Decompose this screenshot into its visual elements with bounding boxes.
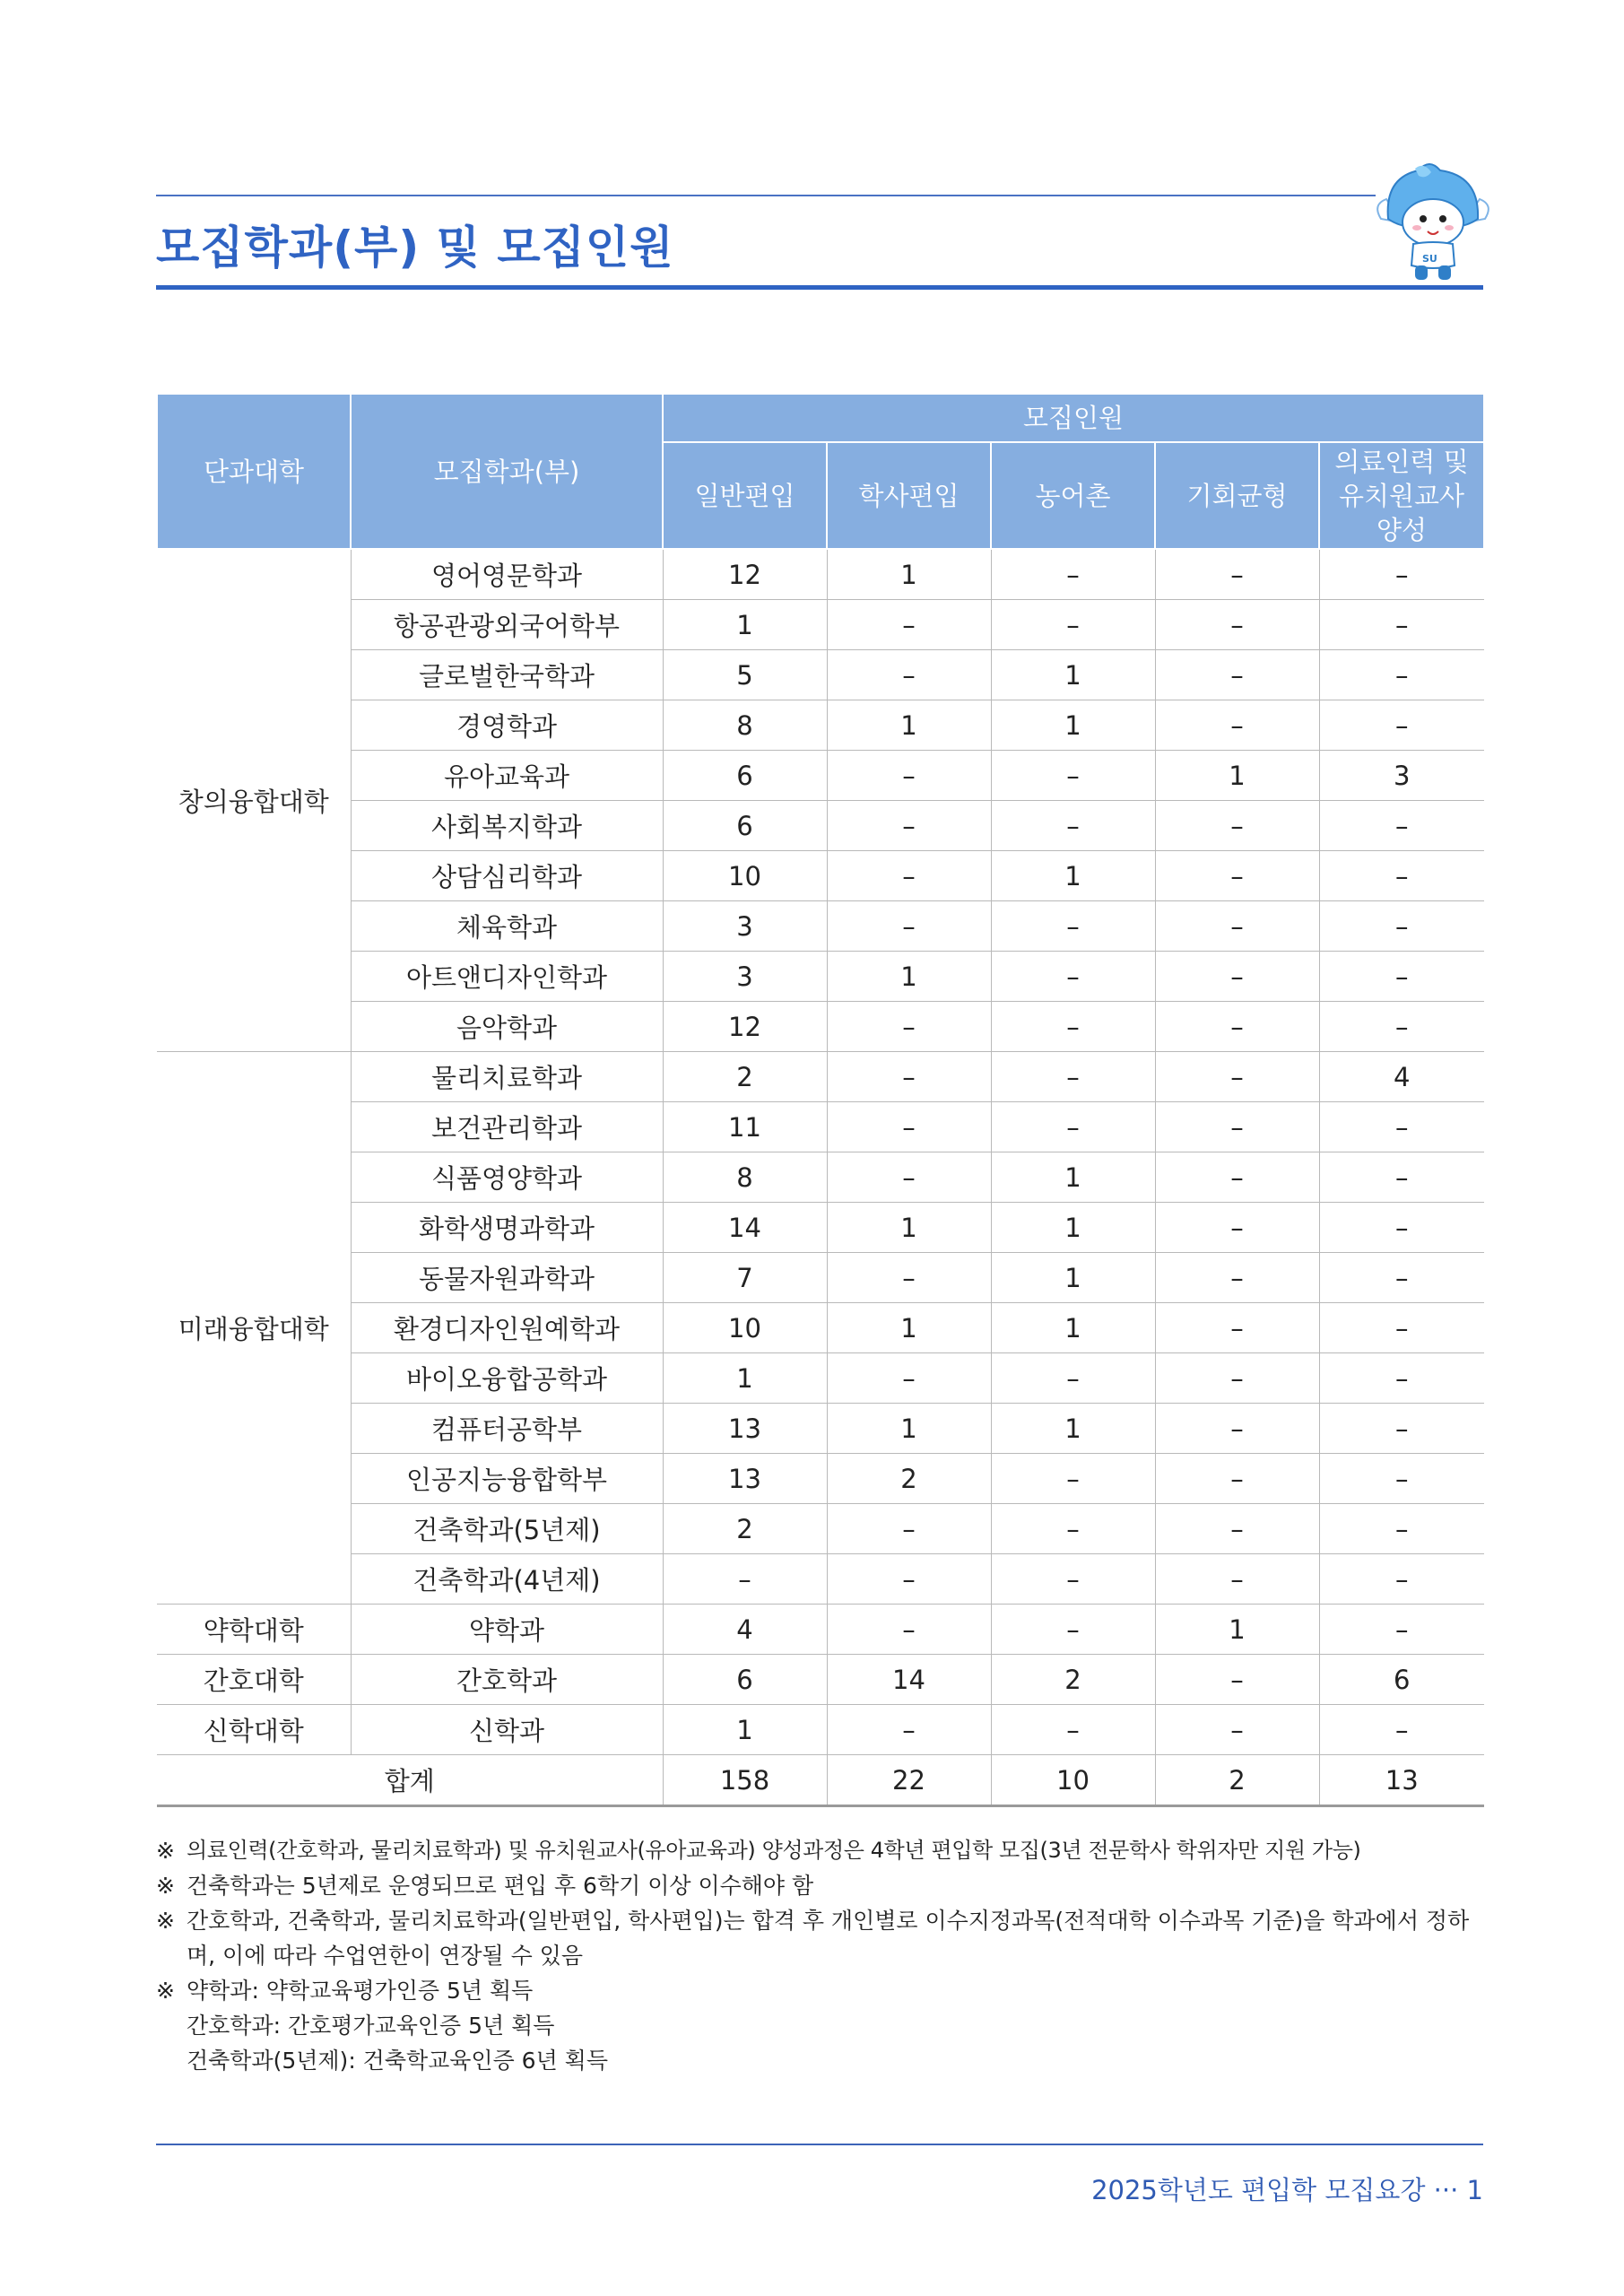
count-cell: – — [1155, 1655, 1319, 1705]
note-mark: ※ — [156, 1908, 175, 1934]
table-row — [157, 1655, 1484, 1705]
department-cell: 인공지능융합학부 — [351, 1454, 663, 1504]
note-1 — [156, 1833, 1483, 1868]
note-2 — [156, 1868, 1483, 1903]
department-cell: 화학생명과학과 — [351, 1203, 663, 1253]
count-cell: – — [991, 1554, 1155, 1605]
count-cell: 8 — [663, 700, 827, 751]
note-text: 건축학과(5년제): 건축학교육인증 6년 획득 — [187, 2048, 608, 2074]
count-cell: – — [827, 1253, 991, 1303]
count-cell: – — [991, 751, 1155, 801]
count-cell: – — [1319, 1554, 1484, 1605]
table-row — [157, 650, 1484, 700]
count-cell: 14 — [663, 1203, 827, 1253]
col-header-medical-line2: 유치원교사 — [1338, 480, 1465, 511]
table-row — [157, 1705, 1484, 1755]
note-4 — [156, 1973, 1483, 2008]
note-mark: ※ — [156, 1978, 175, 2004]
count-cell: – — [827, 600, 991, 650]
count-cell: 4 — [663, 1605, 827, 1655]
count-cell: – — [827, 1152, 991, 1203]
col-header-medical-line1: 의료인력 및 — [1334, 446, 1469, 477]
table-row — [157, 1002, 1484, 1052]
table-row — [157, 1353, 1484, 1404]
note-3 — [156, 1903, 1483, 1973]
count-cell: – — [1319, 600, 1484, 650]
count-cell: – — [1319, 1203, 1484, 1253]
mascot-image — [1374, 160, 1492, 285]
count-cell: 12 — [663, 549, 827, 600]
count-cell: – — [1319, 901, 1484, 952]
department-cell: 식품영양학과 — [351, 1152, 663, 1203]
count-cell: – — [827, 1002, 991, 1052]
col-header-bachelor: 학사편입 — [827, 442, 991, 549]
count-cell: – — [1319, 801, 1484, 851]
department-cell: 항공관광외국어학부 — [351, 600, 663, 650]
count-cell: – — [991, 600, 1155, 650]
count-cell: – — [1155, 549, 1319, 600]
count-cell: 1 — [827, 952, 991, 1002]
count-cell: – — [991, 1002, 1155, 1052]
count-cell: 12 — [663, 1002, 827, 1052]
col-header-department: 모집학과(부) — [351, 394, 663, 549]
count-cell: – — [827, 1353, 991, 1404]
table-row — [157, 700, 1484, 751]
note-4-sub-2 — [156, 2043, 1483, 2078]
count-cell: 1 — [827, 549, 991, 600]
count-cell: 1 — [991, 1253, 1155, 1303]
department-cell: 동물자원과학과 — [351, 1253, 663, 1303]
college-cell: 창의융합대학 — [157, 549, 351, 1052]
count-cell: – — [991, 1504, 1155, 1554]
col-header-medical-line3: 양성 — [1376, 514, 1428, 545]
count-cell: 1 — [991, 1152, 1155, 1203]
table-row — [157, 1605, 1484, 1655]
department-cell: 건축학과(5년제) — [351, 1504, 663, 1554]
count-cell: – — [1155, 1152, 1319, 1203]
count-cell: – — [1155, 1705, 1319, 1755]
count-cell: – — [1155, 1404, 1319, 1454]
department-cell: 상담심리학과 — [351, 851, 663, 901]
count-cell: 1 — [991, 1404, 1155, 1454]
count-cell: 14 — [827, 1655, 991, 1705]
count-cell: 11 — [663, 1102, 827, 1152]
college-cell: 미래융합대학 — [157, 1052, 351, 1605]
table-row — [157, 1052, 1484, 1102]
count-cell: 7 — [663, 1253, 827, 1303]
note-mark: ※ — [156, 1838, 175, 1864]
count-cell: – — [1319, 1152, 1484, 1203]
count-cell: 1 — [827, 1303, 991, 1353]
count-cell: – — [1155, 700, 1319, 751]
department-cell: 사회복지학과 — [351, 801, 663, 851]
count-cell: – — [1319, 1002, 1484, 1052]
count-cell: – — [991, 1605, 1155, 1655]
count-cell: 13 — [663, 1454, 827, 1504]
note-text: 의료인력(간호학과, 물리치료학과) 및 유치원교사(유아교육과) 양성과정은 4학년 편입학 모집(3년 전문학사 학위자만 지원 가능) — [187, 1838, 1361, 1863]
table-row — [157, 1102, 1484, 1152]
count-cell: 10 — [663, 851, 827, 901]
count-cell: 8 — [663, 1152, 827, 1203]
department-cell: 물리치료학과 — [351, 1052, 663, 1102]
count-cell: – — [1155, 1554, 1319, 1605]
count-cell: – — [991, 549, 1155, 600]
note-4-sub-1 — [156, 2008, 1483, 2043]
col-header-rural: 농어촌 — [991, 442, 1155, 549]
count-cell: – — [1319, 1253, 1484, 1303]
count-cell: – — [1155, 1102, 1319, 1152]
department-cell: 유아교육과 — [351, 751, 663, 801]
count-cell: – — [1155, 1353, 1319, 1404]
count-cell: 1 — [991, 700, 1155, 751]
count-cell: – — [991, 801, 1155, 851]
count-cell: – — [1155, 851, 1319, 901]
total-cell: 13 — [1319, 1755, 1484, 1806]
count-cell: – — [1319, 1454, 1484, 1504]
count-cell: – — [1319, 952, 1484, 1002]
recruitment-table — [156, 393, 1485, 1807]
department-cell: 컴퓨터공학부 — [351, 1404, 663, 1454]
table-row — [157, 600, 1484, 650]
count-cell: – — [1319, 1605, 1484, 1655]
count-cell: 1 — [1155, 1605, 1319, 1655]
count-cell: 5 — [663, 650, 827, 700]
note-text: 약학과: 약학교육평가인증 5년 획득 — [187, 1978, 534, 2004]
col-header-medical-teacher — [1319, 442, 1484, 549]
count-cell: – — [663, 1554, 827, 1605]
count-cell: – — [991, 1705, 1155, 1755]
count-cell: 3 — [663, 901, 827, 952]
department-cell: 약학과 — [351, 1605, 663, 1655]
table-row — [157, 1454, 1484, 1504]
table-row — [157, 1253, 1484, 1303]
note-text: 간호학과, 건축학과, 물리치료학과(일반편입, 학사편입)는 합격 후 개인별로 이수지정과목(전적대학 이수과목 기준)을 학과에서 정하며, 이에 따라 수업연한이 연장될 수 있음 — [187, 1908, 1470, 1969]
count-cell: – — [991, 1102, 1155, 1152]
count-cell: – — [1155, 952, 1319, 1002]
count-cell: – — [1319, 1102, 1484, 1152]
notes — [156, 1833, 1483, 2078]
total-cell: 158 — [663, 1755, 827, 1806]
top-rule — [156, 195, 1376, 196]
department-cell: 아트앤디자인학과 — [351, 952, 663, 1002]
table-row — [157, 1554, 1484, 1605]
department-cell: 바이오융합공학과 — [351, 1353, 663, 1404]
college-cell: 간호대학 — [157, 1655, 351, 1705]
title-rule — [156, 285, 1483, 290]
college-cell: 신학대학 — [157, 1705, 351, 1755]
count-cell: – — [1319, 1353, 1484, 1404]
count-cell: 2 — [663, 1504, 827, 1554]
total-row — [157, 1755, 1484, 1806]
count-cell: – — [1319, 1303, 1484, 1353]
count-cell: – — [827, 1605, 991, 1655]
count-cell: 4 — [1319, 1052, 1484, 1102]
col-header-general: 일반편입 — [663, 442, 827, 549]
table-row — [157, 1404, 1484, 1454]
mascot-badge: SU — [1422, 253, 1437, 265]
total-cell: 10 — [991, 1755, 1155, 1806]
count-cell: – — [827, 751, 991, 801]
table-row — [157, 1203, 1484, 1253]
count-cell: – — [1155, 1454, 1319, 1504]
table-row — [157, 851, 1484, 901]
table-row — [157, 801, 1484, 851]
count-cell: – — [827, 851, 991, 901]
department-cell: 환경디자인원예학과 — [351, 1303, 663, 1353]
count-cell: – — [1155, 1504, 1319, 1554]
count-cell: 6 — [663, 801, 827, 851]
count-cell: – — [1319, 650, 1484, 700]
count-cell: 1 — [991, 1303, 1155, 1353]
count-cell: 1 — [991, 851, 1155, 901]
count-cell: – — [827, 1705, 991, 1755]
count-cell: – — [1155, 1303, 1319, 1353]
count-cell: – — [991, 1454, 1155, 1504]
count-cell: 13 — [663, 1404, 827, 1454]
count-cell: – — [827, 1504, 991, 1554]
note-text: 간호학과: 간호평가교육인증 5년 획득 — [187, 2013, 555, 2039]
page-footer: 2025학년도 편입학 모집요강 ··· 1 — [1091, 2175, 1483, 2205]
bottom-rule — [156, 2144, 1483, 2145]
count-cell: 3 — [1319, 751, 1484, 801]
count-cell: – — [1319, 851, 1484, 901]
count-cell: 1 — [663, 1705, 827, 1755]
table-row — [157, 549, 1484, 600]
total-label: 합계 — [157, 1755, 663, 1806]
count-cell: – — [1155, 650, 1319, 700]
count-cell: – — [827, 650, 991, 700]
count-cell: – — [991, 1052, 1155, 1102]
count-cell: 2 — [663, 1052, 827, 1102]
count-cell: 3 — [663, 952, 827, 1002]
count-cell: – — [827, 1102, 991, 1152]
col-header-college: 단과대학 — [157, 394, 351, 549]
count-cell: 1 — [663, 1353, 827, 1404]
count-cell: – — [991, 1353, 1155, 1404]
department-cell: 체육학과 — [351, 901, 663, 952]
count-cell: – — [827, 1052, 991, 1102]
table-row — [157, 751, 1484, 801]
count-cell: – — [991, 901, 1155, 952]
count-cell: 6 — [1319, 1655, 1484, 1705]
col-header-group: 모집인원 — [663, 394, 1484, 442]
count-cell: – — [1319, 1504, 1484, 1554]
department-cell: 글로벌한국학과 — [351, 650, 663, 700]
table-row — [157, 1152, 1484, 1203]
count-cell: – — [1319, 549, 1484, 600]
table-body — [157, 549, 1484, 1806]
note-mark: ※ — [156, 1873, 175, 1899]
count-cell: – — [1155, 801, 1319, 851]
count-cell: – — [1319, 1705, 1484, 1755]
department-cell: 경영학과 — [351, 700, 663, 751]
count-cell: – — [1155, 901, 1319, 952]
department-cell: 음악학과 — [351, 1002, 663, 1052]
count-cell: – — [1155, 1253, 1319, 1303]
college-cell: 약학대학 — [157, 1605, 351, 1655]
department-cell: 신학과 — [351, 1705, 663, 1755]
department-cell: 보건관리학과 — [351, 1102, 663, 1152]
count-cell: 1 — [663, 600, 827, 650]
table-row — [157, 901, 1484, 952]
count-cell: 6 — [663, 1655, 827, 1705]
note-text: 건축학과는 5년제로 운영되므로 편입 후 6학기 이상 이수해야 함 — [187, 1873, 814, 1899]
department-cell: 건축학과(4년제) — [351, 1554, 663, 1605]
count-cell: – — [1155, 600, 1319, 650]
department-cell: 영어영문학과 — [351, 549, 663, 600]
count-cell: – — [1319, 1404, 1484, 1454]
count-cell: 10 — [663, 1303, 827, 1353]
page-title: 모집학과(부) 및 모집인원 — [156, 222, 674, 274]
count-cell: 1 — [991, 1203, 1155, 1253]
count-cell: – — [1155, 1203, 1319, 1253]
count-cell: – — [1155, 1052, 1319, 1102]
col-header-equity: 기회균형 — [1155, 442, 1319, 549]
total-cell: 22 — [827, 1755, 991, 1806]
table-row — [157, 1303, 1484, 1353]
table-row — [157, 1504, 1484, 1554]
count-cell: 2 — [827, 1454, 991, 1504]
count-cell: 6 — [663, 751, 827, 801]
count-cell: – — [1155, 1002, 1319, 1052]
table-row — [157, 952, 1484, 1002]
count-cell: 1 — [827, 1203, 991, 1253]
count-cell: – — [827, 901, 991, 952]
count-cell: 1 — [827, 1404, 991, 1454]
count-cell: – — [827, 1554, 991, 1605]
count-cell: 2 — [991, 1655, 1155, 1705]
total-cell: 2 — [1155, 1755, 1319, 1806]
count-cell: – — [827, 801, 991, 851]
count-cell: 1 — [827, 700, 991, 751]
count-cell: – — [1319, 700, 1484, 751]
department-cell: 간호학과 — [351, 1655, 663, 1705]
count-cell: 1 — [1155, 751, 1319, 801]
count-cell: 1 — [991, 650, 1155, 700]
count-cell: – — [991, 952, 1155, 1002]
